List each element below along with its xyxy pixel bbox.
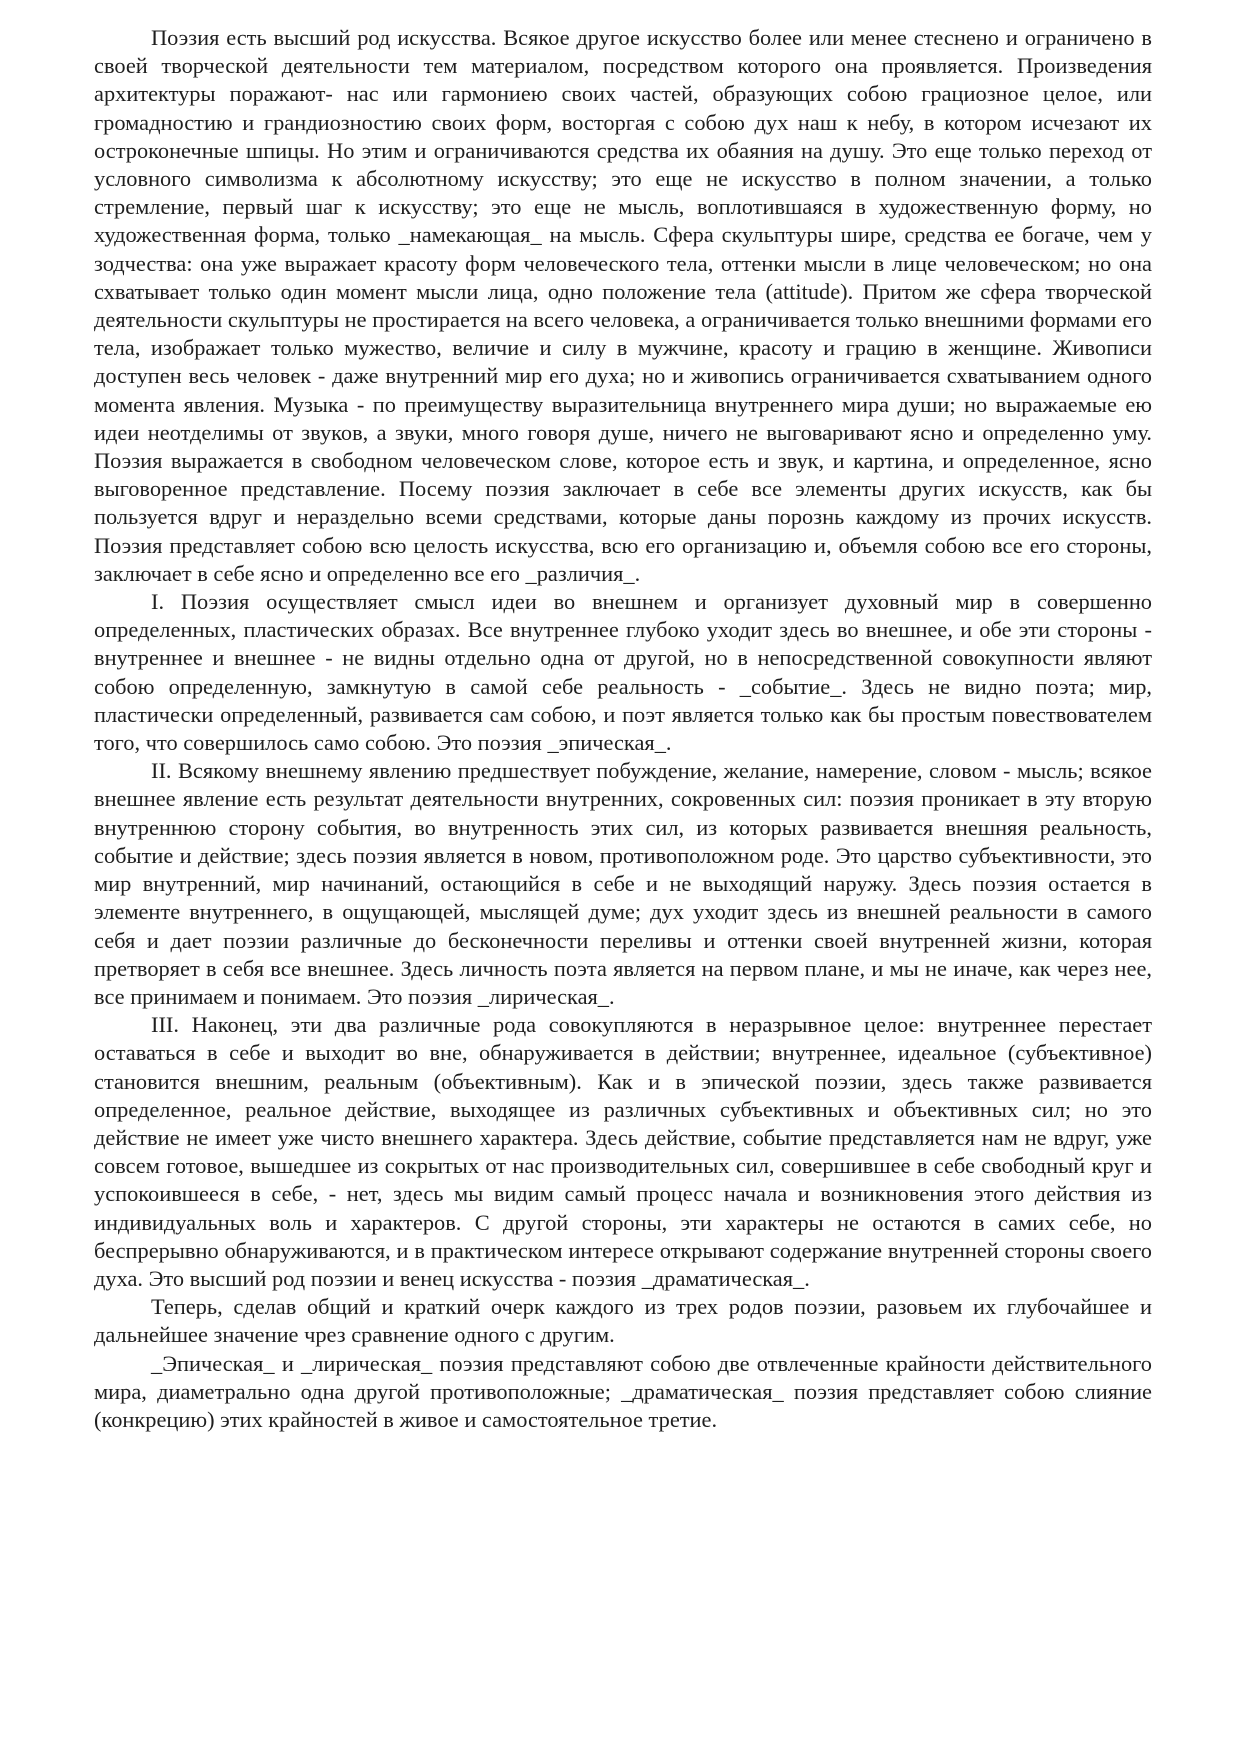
paragraph-epic: I. Поэзия осуществляет смысл идеи во внешнем и организует духовный мир в совершенно определенных, пластических образах. Все внутреннее глубоко уходит здесь во внешнее, и обе эти стороны - внутреннее и внешнее - не видны отдельно одна от другой, но в непосредственной совокупности являют собою определенную, замкнутую в самой себе реальность - _событие_. Здесь не видно поэта; мир, пластически определенный, развивается сам собою, и поэт является только как бы простым повествователем того, что совершилось само собою. Это поэзия _эпическая_.: [94, 589, 1152, 756]
paragraph-dramatic: III. Наконец, эти два различные рода совокупляются в неразрывное целое: внутреннее перестает оставаться в себе и выходит во вне, обнаруживается в действии; внутреннее, идеальное (субъективное) становится внешним, реальным (объективным). Как и в эпической поэзии, здесь также развивается определенное, реальное действие, выходящее из различных субъективных и объективных сил; но это действие не имеет уже чисто внешнего характера. Здесь действие, событие представляется нам не вдруг, уже совсем готовое, вышедшее из сокрытых от нас производительных сил, совершившее в себе свободный круг и успокоившееся в себе, - нет, здесь мы видим самый процесс начала и возникновения этого действия из индивидуальных воль и характеров. С другой стороны, эти характеры не остаются в самих себе, но беспрерывно обнаруживаются, и в практическом интересе открывают содержание внутренней стороны своего духа. Это высший род поэзии и венец искусства - поэзия _драматическая_.: [94, 1012, 1152, 1291]
paragraph-transition: Теперь, сделав общий и краткий очерк каждого из трех родов поэзии, разовьем их глубочайшее и дальнейшее значение чрез сравнение одного с другим.: [94, 1294, 1152, 1348]
paragraph-conclusion: _Эпическая_ и _лирическая_ поэзия представляют собою две отвлеченные крайности действительного мира, диаметрально одна другой противоположные; _драматическая_ поэзия представляет собою слияние (конкрецию) этих крайностей в живое и самостоятельное третие.: [94, 1350, 1152, 1432]
document-page: [94, 24, 1152, 1434]
paragraph-intro: Поэзия есть высший род искусства. Всякое другое искусство более или менее стеснено и ограничено в своей творческой деятельности тем материалом, посредством которого она проявляется. Произведения архитектуры поражают- нас или гармониею своих частей, образующих собою грациозное целое, или громадностию и грандиозностию своих форм, восторгая с собою дух наш к небу, в котором исчезают их остроконечные шпицы. Но этим и ограничиваются средства их обаяния на душу. Это еще только переход от условного символизма к абсолютному искусству; это еще не искусство в полном значении, а только стремление, первый шаг к искусству; это еще не мысль, воплотившаяся в художественную форму, но художественная форма, только _намекающая_ на мысль. Сфера скульптуры шире, средства ее богаче, чем у зодчества: она уже выражает красоту форм человеческого тела, оттенки мысли в лице человеческом; но она схватывает только один момент мысли лица, одно положение тела (attitude). Притом же сфера творческой деятельности скульптуры не простирается на всего человека, а ограничивается только внешними формами его тела, изображает только мужество, величие и силу в мужчине, красоту и грацию в женщине. Живописи доступен весь человек - даже внутренний мир его духа; но и живопись ограничивается схватыванием одного момента явления. Музыка - по преимуществу выразительница внутреннего мира души; но выражаемые ею идеи неотделимы от звуков, а звуки, много говоря душе, ничего не выговаривают ясно и определенно уму. Поэзия выражается в свободном человеческом слове, которое есть и звук, и картина, и определенное, ясно выговоренное представление. Посему поэзия заключает в себе все элементы других искусств, как бы пользуется вдруг и нераздельно всеми средствами, которые даны порознь каждому из прочих искусств. Поэзия представляет собою всю целость искусства, всю его организацию и, объемля собою все его стороны, заключает в себе ясно и определенно все его _различия_.: [94, 25, 1152, 586]
paragraph-lyric: II. Всякому внешнему явлению предшествует побуждение, желание, намерение, словом - мысль; всякое внешнее явление есть результат деятельности внутренних, сокровенных сил: поэзия проникает в эту вторую внутреннюю сторону события, во внутренность этих сил, из которых развивается внешняя реальность, событие и действие; здесь поэзия является в новом, противоположном роде. Это царство субъективности, это мир внутренний, мир начинаний, остающийся в себе и не выходящий наружу. Здесь поэзия остается в элементе внутреннего, в ощущающей, мыслящей думе; дух уходит здесь из внешней реальности в самого себя и дает поэзии различные до бесконечности переливы и оттенки своей внутренней жизни, которая претворяет в себя все внешнее. Здесь личность поэта является на первом плане, и мы не иначе, как через нее, все принимаем и понимаем. Это поэзия _лирическая_.: [94, 758, 1152, 1009]
